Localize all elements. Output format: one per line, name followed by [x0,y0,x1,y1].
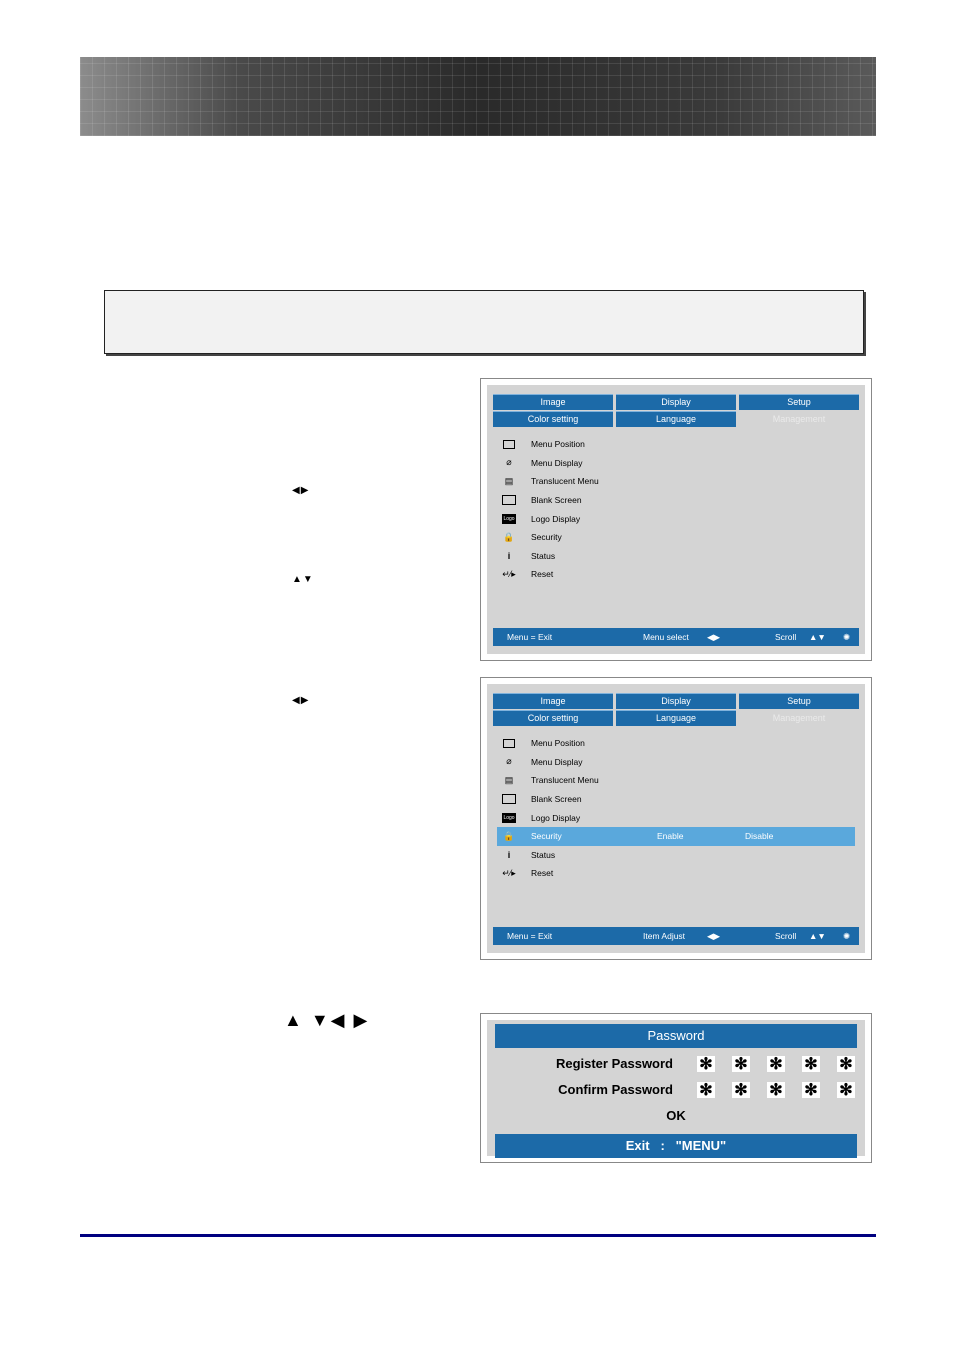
register-password-row [495,1056,857,1078]
tab-color-setting[interactable]: Color setting [493,411,613,427]
menu-item-security[interactable] [501,528,853,547]
clock-icon: ⌀ [506,756,512,767]
menu-item-label: Status [531,550,556,561]
register-digit-4[interactable]: ✻ [802,1056,820,1072]
menu-item-label: Reset [531,868,554,879]
lamp-icon: ✺ [843,632,851,642]
reset-icon: ↵⁄▸ [502,867,516,878]
menu-item-reset[interactable] [501,565,853,584]
menu-position-icon [501,438,517,450]
header-banner [80,57,876,136]
menu-item-label: Status [531,849,556,860]
tab-management[interactable]: Management [772,713,826,723]
register-digit-1[interactable]: ✻ [697,1056,715,1072]
menu-item-label: Translucent Menu [531,775,599,786]
menu-item-status[interactable] [501,547,853,566]
option-disable[interactable]: Disable [745,831,774,842]
status-exit: Menu = Exit [507,632,553,642]
left-right-arrows-icon-2: ◀▶ [292,695,310,706]
osd-menu-list [501,435,853,584]
register-password-label: Register Password [555,1056,673,1071]
blank-screen-icon [501,793,517,805]
osd-screenshot-security [480,677,872,960]
option-enable[interactable]: Enable [657,831,684,842]
menu-item-logo-display[interactable] [501,509,853,528]
register-digit-5[interactable]: ✻ [837,1056,855,1072]
menu-item-blank-screen[interactable] [501,790,853,809]
menu-item-label: Logo Display [531,513,581,524]
menu-item-label: Menu Position [531,738,585,749]
confirm-digit-4[interactable]: ✻ [802,1082,820,1098]
menu-item-menu-display[interactable] [501,454,853,473]
left-right-arrows-icon: ◀▶ [292,485,310,496]
info-icon: i [507,550,511,561]
osd-panel [487,684,865,953]
tab-color-setting[interactable]: Color setting [493,710,613,726]
osd-panel [487,385,865,654]
register-digit-3[interactable]: ✻ [767,1056,785,1072]
lamp-icon: ✺ [843,931,851,941]
menu-item-translucent-menu[interactable] [501,472,853,491]
menu-item-security-selected[interactable] [497,827,855,846]
clock-icon: ⌀ [506,457,512,468]
status-scroll: Scroll [775,632,797,642]
scroll-arrows-icon: ▲▼ [809,931,826,941]
menu-item-label: Menu Position [531,439,585,450]
info-icon: i [507,849,511,860]
confirm-digit-3[interactable]: ✻ [767,1082,785,1098]
menu-item-reset[interactable] [501,864,853,883]
tab-image[interactable]: Image [493,693,613,709]
up-down-arrows-icon: ▲▼ [292,574,314,585]
menu-item-label: Blank Screen [531,794,582,805]
tab-setup[interactable]: Setup [739,693,859,709]
tab-language[interactable]: Language [616,710,736,726]
menu-item-translucent-menu[interactable] [501,771,853,790]
menu-item-status[interactable] [501,846,853,865]
status-item-adjust: Item Adjust [643,931,686,941]
osd-top-tabs [493,394,859,410]
tab-display[interactable]: Display [616,394,736,410]
menu-item-label: Menu Display [531,756,583,767]
menu-item-label: Blank Screen [531,495,582,506]
tab-management[interactable]: Management [772,414,826,424]
osd-screenshot-management [480,378,872,661]
select-arrows-icon: ◀▶ [707,931,721,941]
menu-item-label: Security [531,831,562,842]
osd-status-bar [493,628,859,646]
status-scroll: Scroll [775,931,797,941]
osd-menu-list [501,734,853,883]
menu-item-label: Translucent Menu [531,476,599,487]
menu-item-label: Reset [531,569,554,580]
menu-position-icon [501,737,517,749]
password-title: Password [495,1024,857,1048]
confirm-digit-1[interactable]: ✻ [697,1082,715,1098]
logo-icon: Logo [503,515,515,522]
tab-display[interactable]: Display [616,693,736,709]
status-exit: Menu = Exit [507,931,553,941]
logo-icon: Logo [503,814,515,821]
menu-item-logo-display[interactable] [501,808,853,827]
confirm-digit-5[interactable]: ✻ [837,1082,855,1098]
select-arrows-icon: ◀▶ [707,632,721,642]
osd-status-bar [493,927,859,945]
tab-language[interactable]: Language [616,411,736,427]
tab-setup[interactable]: Setup [739,394,859,410]
register-digit-2[interactable]: ✻ [732,1056,750,1072]
menu-item-blank-screen[interactable] [501,491,853,510]
document-icon: ▤ [504,774,514,785]
password-dialog [480,1013,872,1163]
tab-image[interactable]: Image [493,394,613,410]
osd-top-tabs [493,693,859,709]
status-select: Menu select [643,632,689,642]
menu-item-menu-position[interactable] [501,734,853,753]
confirm-digit-2[interactable]: ✻ [732,1082,750,1098]
osd-sub-tabs [493,411,859,427]
password-panel [487,1020,865,1156]
menu-item-label: Logo Display [531,812,581,823]
lock-icon: 🔒 [503,830,515,841]
osd-sub-tabs [493,710,859,726]
menu-item-menu-display[interactable] [501,753,853,772]
blank-screen-icon [501,494,517,506]
confirm-password-row [495,1082,857,1104]
ok-button[interactable]: OK [666,1108,686,1123]
menu-item-label: Security [531,532,562,543]
confirm-password-label: Confirm Password [558,1082,673,1097]
lock-icon: 🔒 [503,531,515,542]
direction-arrows-icon: ▲ ▼◀ ▶ [284,1010,370,1030]
scroll-arrows-icon: ▲▼ [809,632,826,642]
document-icon: ▤ [504,475,514,486]
menu-item-menu-position[interactable] [501,435,853,454]
footer-rule [80,1234,876,1237]
note-box [104,290,864,354]
reset-icon: ↵⁄▸ [502,568,516,579]
exit-hint-bar: Exit : "MENU" [495,1134,857,1158]
menu-item-label: Menu Display [531,457,583,468]
